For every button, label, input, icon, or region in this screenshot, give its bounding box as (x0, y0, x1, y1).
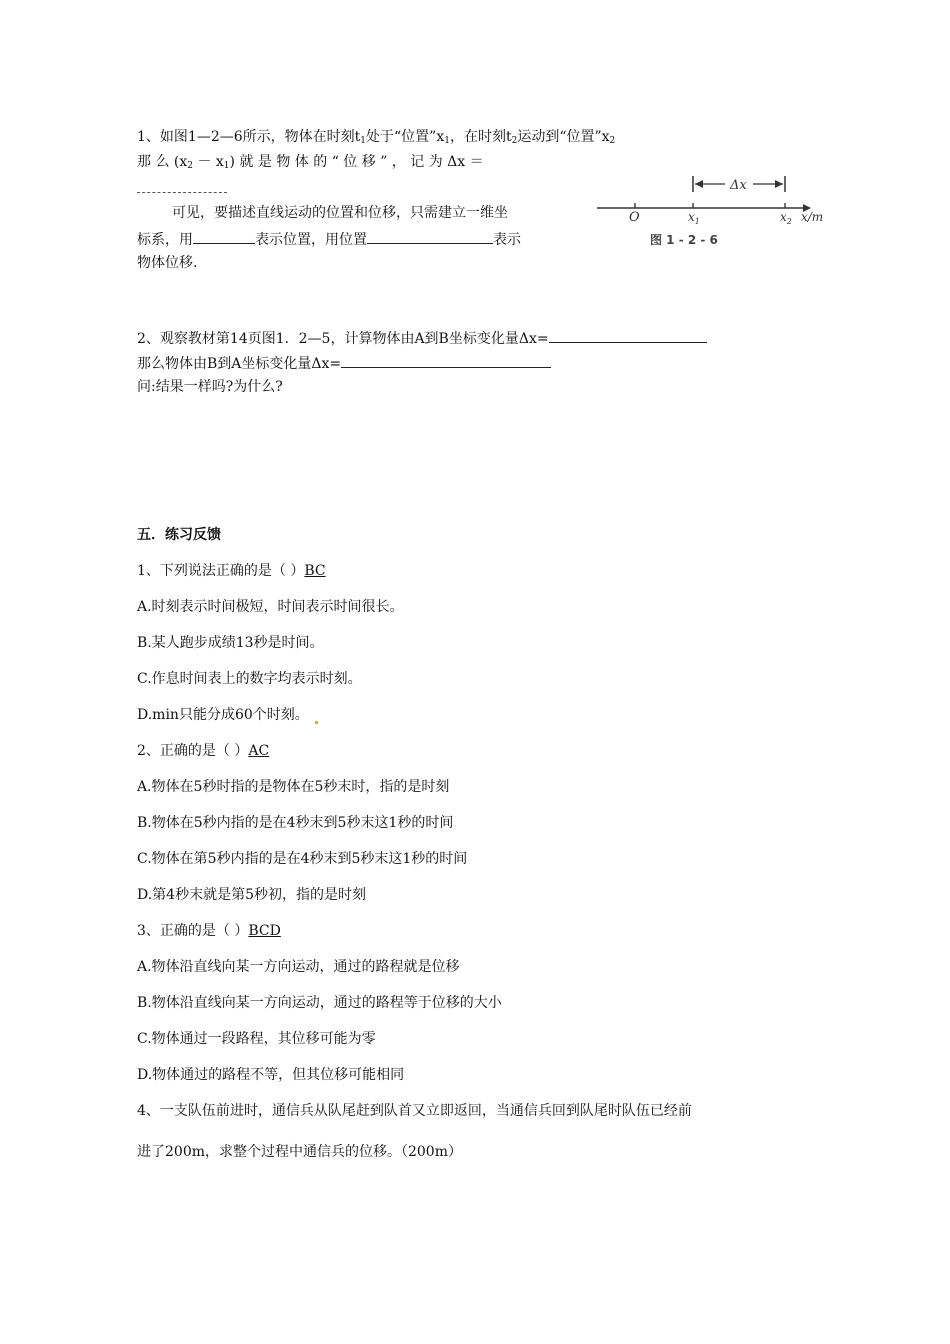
s5-q2-text: 2、正确的是（ ） (137, 743, 249, 759)
s5-q2-a: A.物体在5秒时指的是物体在5秒末时，指的是时刻 (137, 779, 450, 795)
s5-q1-d-text: D.min只能分成60个时刻。 (137, 707, 309, 723)
q1-line2-a: 那 么 (x (137, 154, 188, 170)
x2-text: x (780, 210, 787, 224)
sub-2: 1 (444, 136, 450, 146)
q1-line4-text: 可见，要描述直线运动的位置和位移，只需建立一维坐 (172, 205, 508, 221)
s5-q2-c: C.物体在第5秒内指的是在4秒末到5秒末这1秒的时间 (137, 851, 468, 867)
q2-line2 (137, 353, 551, 373)
q1-line5 (137, 229, 521, 249)
q2-line1 (137, 328, 707, 348)
sub-6: 1 (223, 161, 230, 171)
q1-line2 (137, 153, 484, 171)
q2-line3 (137, 378, 283, 396)
delta-arrowhead-right (775, 180, 783, 188)
s5-q1-answer: BC (304, 563, 326, 579)
q1-line1-end: 运动到“位置”x (517, 129, 610, 145)
s5-q1 (137, 562, 326, 580)
x1-sub: 1 (694, 217, 700, 226)
s5-q3-answer: BCD (248, 923, 281, 939)
blank-position[interactable] (193, 229, 255, 244)
q1-line1-mid: 处于“位置”x (366, 129, 445, 145)
q1-line2-b: － x (193, 154, 224, 170)
q1-line5-a: 标系，用 (137, 232, 193, 248)
q1-line1-text: 1、如图1—2—6所示，物体在时刻t (137, 129, 361, 145)
s5-q1-a: A.时刻表示时间极短，时间表示时间很长。 (137, 599, 404, 615)
figure-1-2-6 (595, 172, 840, 250)
section5-title: 五．练习反馈 (137, 527, 221, 543)
s5-q3-c: C.物体通过一段路程，其位移可能为零 (137, 1031, 376, 1047)
s5-q2-b: B.物体在5秒内指的是在4秒末到5秒末这1秒的时间 (137, 815, 454, 831)
s5-q4-line2: 进了200m，求整个过程中通信兵的位移。（200m） (137, 1144, 462, 1160)
s5-q4-line1: 4、一支队伍前进时，通信兵从队尾赶到队首又立即返回，当通信兵回到队尾时队伍已经前 (137, 1103, 692, 1119)
s5-q2-answer: AC (248, 743, 270, 759)
s5-q2-d: D.第4秒末就是第5秒初，指的是时刻 (137, 887, 366, 903)
s5-q3-text: 3、正确的是（ ） (137, 923, 249, 939)
sub-4: 2 (609, 136, 616, 146)
x2-label (780, 210, 792, 226)
origin-label: O (629, 210, 640, 225)
q1-line1-mid2: ，在时刻t (449, 129, 512, 145)
s5-q3-a: A.物体沿直线向某一方向运动，通过的路程就是位移 (137, 959, 460, 975)
q1-answer-blank[interactable] (137, 178, 227, 193)
s5-q1-d (137, 706, 318, 724)
s5-q1-text: 1、下列说法正确的是（ ） (137, 563, 305, 579)
artifact-dot (315, 721, 318, 724)
x2-sub: 2 (786, 217, 792, 226)
q1-line1 (137, 128, 615, 146)
delta-label: Δx (730, 178, 747, 193)
sub-5: 2 (187, 161, 193, 171)
x1-text: x (688, 210, 695, 224)
s5-q1-b: B.某人跑步成绩13秒是时间。 (137, 635, 324, 651)
q2-line1-text: 2、观察教材第14页图1．2—5，计算物体由A到B坐标变化量Δx= (137, 331, 549, 347)
s5-q3-b: B.物体沿直线向某一方向运动，通过的路程等于位移的大小 (137, 995, 502, 1011)
q1-line4 (172, 204, 508, 222)
sub-1: 1 (360, 136, 366, 146)
q1-line6 (137, 254, 197, 272)
q2-line3-text: 问:结果一样吗?为什么? (137, 379, 283, 395)
figure-caption: 图 1 - 2 - 6 (650, 233, 718, 247)
q2-blank-2[interactable] (341, 353, 551, 368)
s5-q1-c: C.作息时间表上的数字均表示时刻。 (137, 671, 362, 687)
s5-q3-d: D.物体通过的路程不等，但其位移可能相同 (137, 1067, 405, 1083)
q2-blank-1[interactable] (549, 328, 707, 343)
q2-line2-text: 那么物体由B到A坐标变化量Δx= (137, 356, 342, 372)
s5-q2 (137, 742, 269, 760)
s5-q3 (137, 922, 281, 940)
axis-unit-label: x/m (801, 210, 824, 224)
blank-displacement[interactable] (367, 229, 493, 244)
x1-label (688, 210, 700, 226)
q1-line2-c: ) 就 是 物 体 的 “ 位 移 ” ， 记 为 Δx ＝ (229, 154, 484, 170)
q1-line5-b: 表示位置，用位置 (255, 232, 367, 248)
sub-3: 2 (511, 136, 518, 146)
delta-arrowhead-left (695, 180, 703, 188)
q1-line6-text: 物体位移. (137, 255, 198, 271)
q1-line5-c: 表示 (493, 232, 521, 248)
